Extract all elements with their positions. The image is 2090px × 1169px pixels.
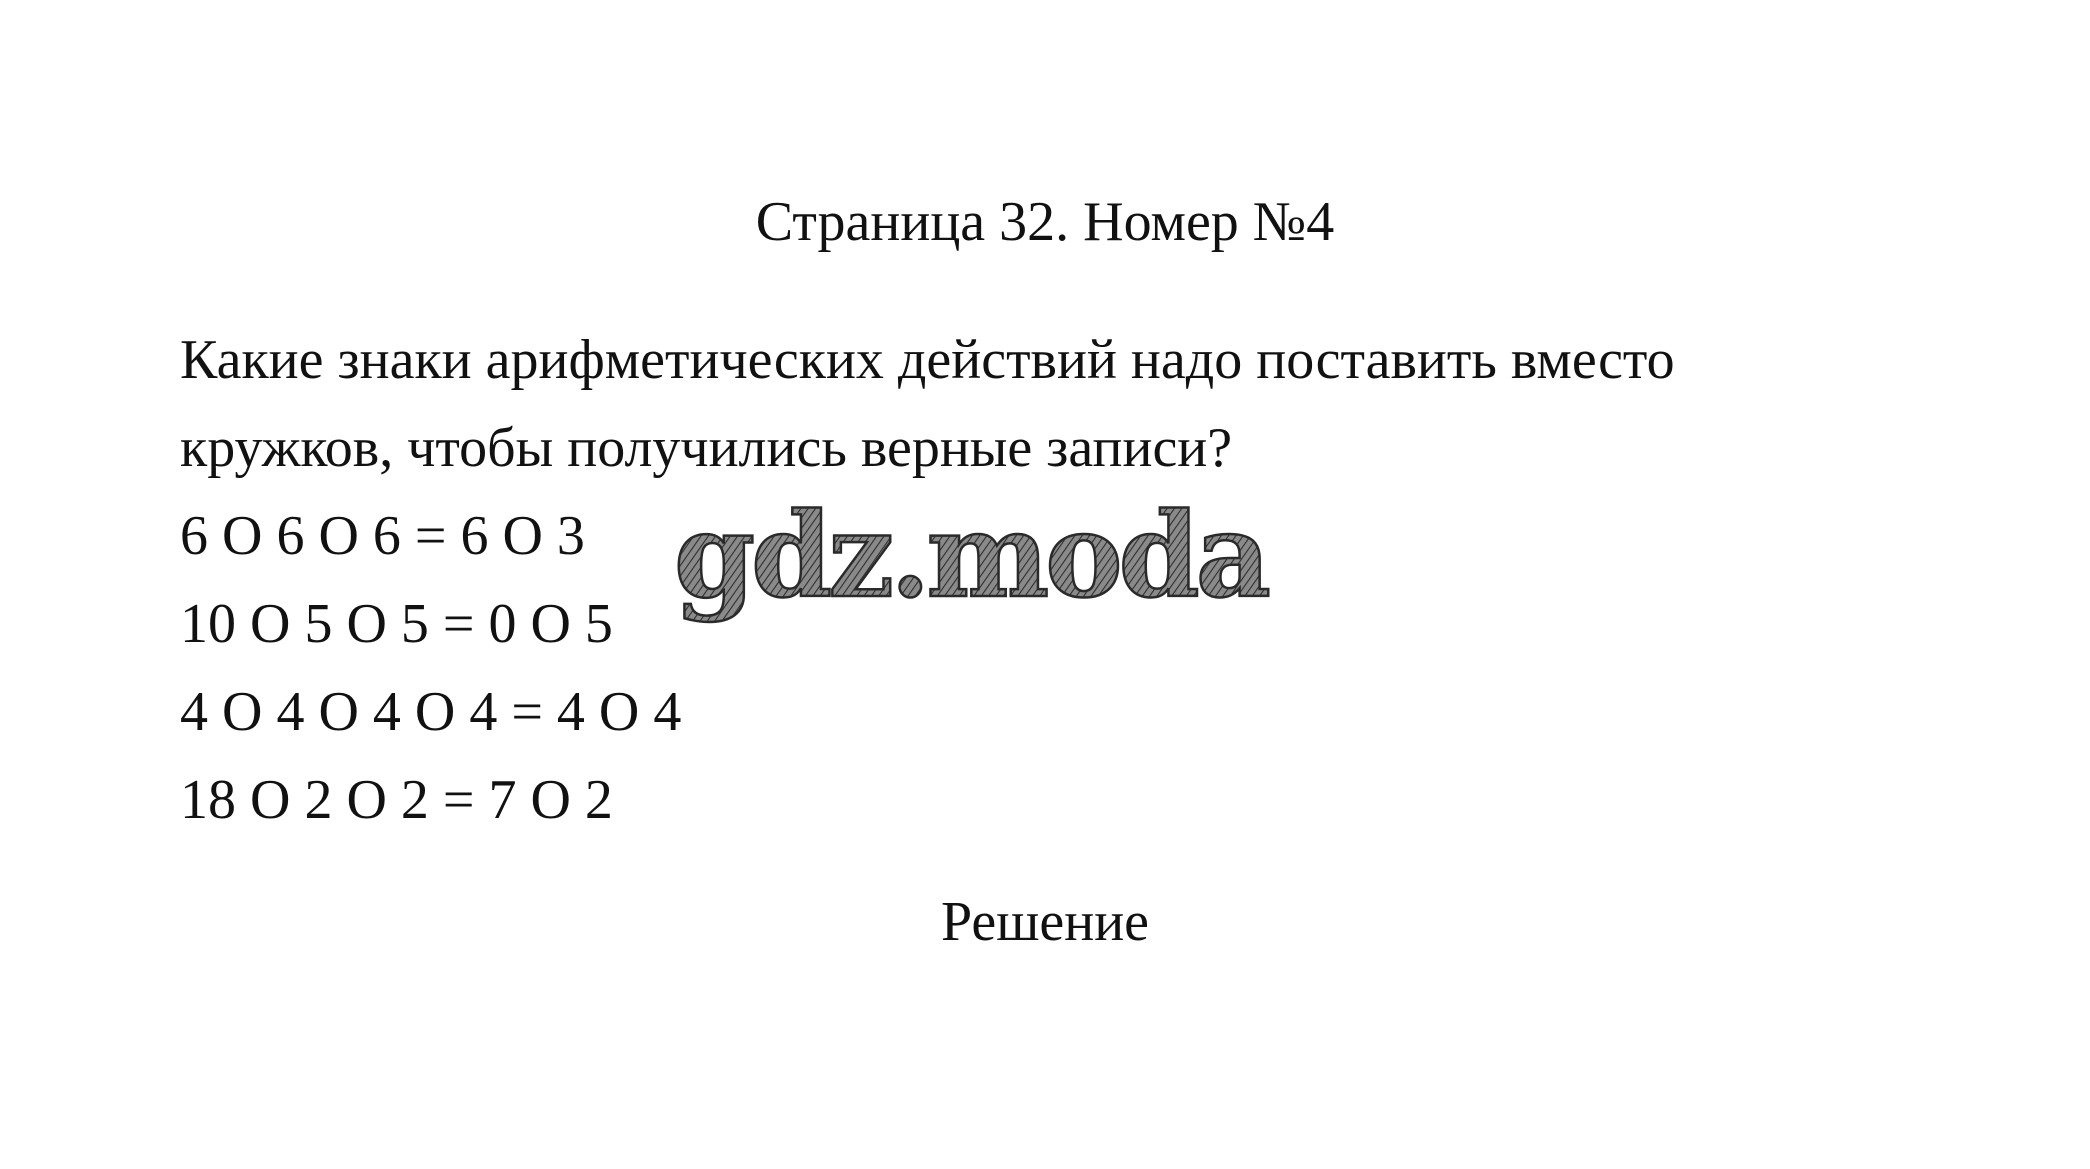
solution-label: Решение [940,891,1150,953]
watermark-text: gdz.moda [674,488,1267,624]
problem-text [180,316,1675,844]
expression-line: 4 О 4 О 4 О 4 = 4 О 4 [180,681,682,743]
expression-line: 6 О 6 О 6 = 6 О 3 [180,505,585,567]
expression-line: 10 О 5 О 5 = 0 О 5 [180,593,613,655]
expression-line: 18 О 2 О 2 = 7 О 2 [180,769,613,831]
page-title: Страница 32. Номер №4 [755,191,1335,253]
question-line: Какие знаки арифметических действий надо поставить вместо [180,329,1675,391]
question-line: кружков, чтобы получились верные записи? [180,417,1233,479]
